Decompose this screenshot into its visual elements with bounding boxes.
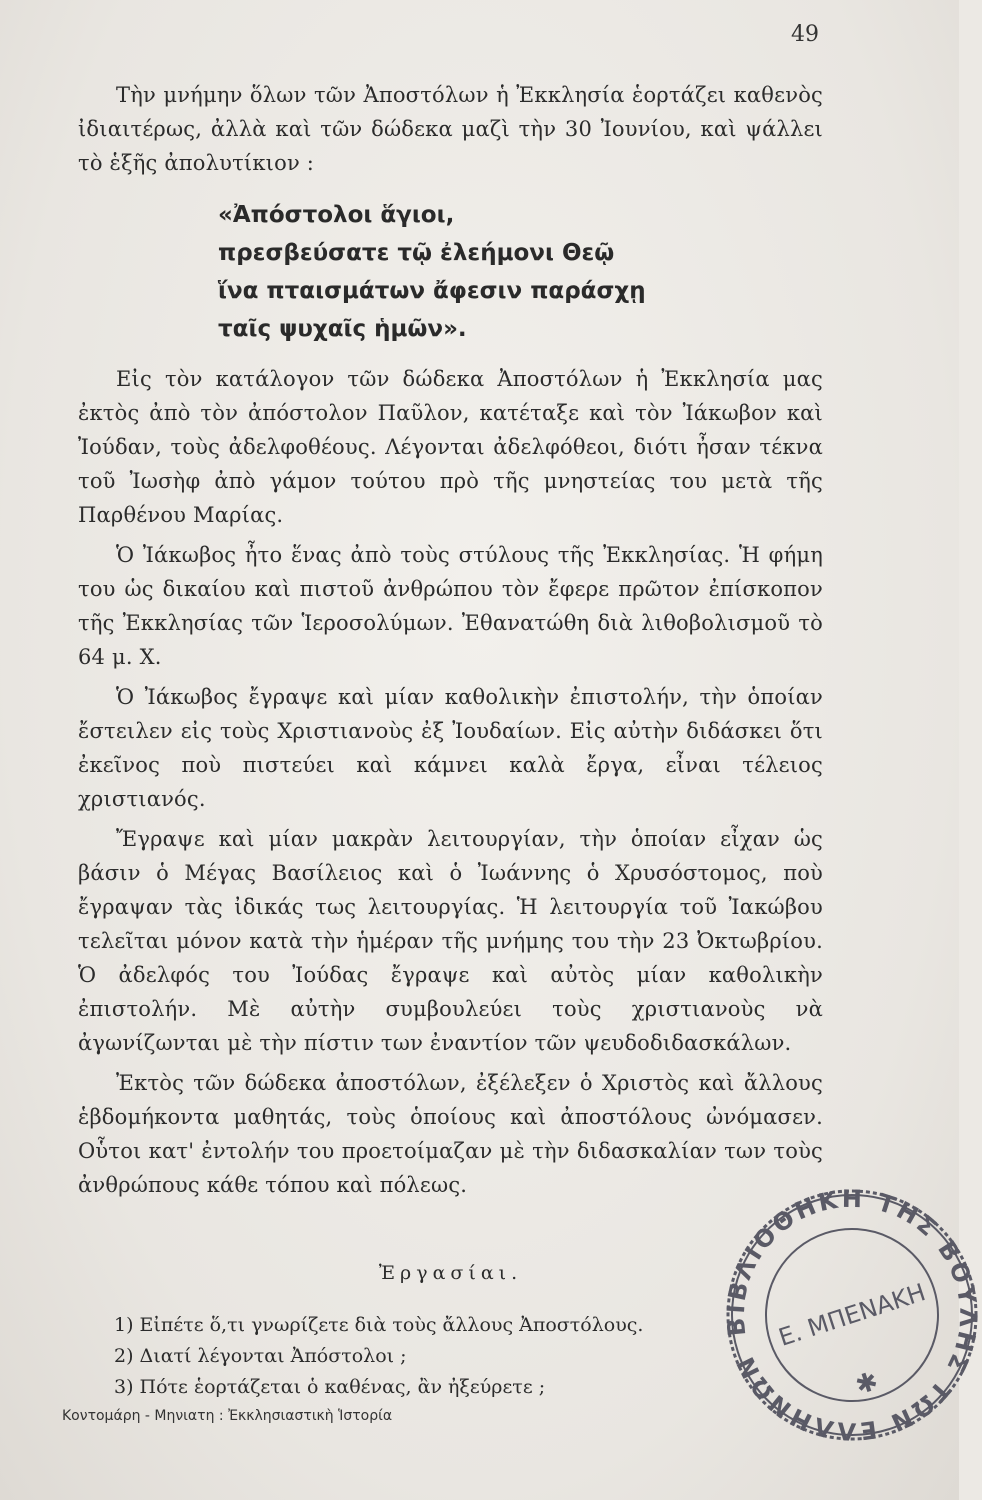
exercises-title: Ἐργασίαι.: [378, 1262, 523, 1284]
paragraph: Ἐκτὸς τῶν δώδεκα ἀποστόλων, ἐξέλεξεν ὁ Χριστὸς καὶ ἄλλους ἑβδομήκοντα μαθητάς, τοὺς ὁποίους καὶ ἀποστόλους ὠνόμασεν. Οὗτοι κατ' ἐντολήν του προετοίμαζαν μὲ τὴν διδασκαλίαν των τοὺς ἀνθρώπους κάθε τόπου καὶ πόλεως.: [78, 1071, 823, 1197]
hymn-line: ταῖς ψυχαῖς ἡμῶν».: [218, 316, 467, 342]
exercise-list: [78, 1310, 823, 1403]
stamp-star-icon: ✱: [851, 1366, 882, 1402]
exercise-item: 1) Εἰπέτε ὅ,τι γνωρίζετε διὰ τοὺς ἄλλους Ἀποστόλους.: [114, 1314, 644, 1336]
exercise-item: 2) Διατί λέγονται Ἀπόστολοι ;: [114, 1345, 407, 1367]
paragraph: Ὁ Ἰάκωβος ἔγραψε καὶ μίαν καθολικὴν ἐπιστολήν, τὴν ὁποίαν ἔστειλεν εἰς τοὺς Χριστιανοὺς ἐξ Ἰουδαίων. Εἰς αὐτὴν διδάσκει ὅτι ἐκεῖνος ποὺ πιστεύει καὶ κάμνει καλὰ ἔργα, εἶναι τέλειος χριστιανός.: [78, 685, 823, 811]
paragraph: Ὁ Ἰάκωβος ἦτο ἕνας ἀπὸ τοὺς στύλους τῆς Ἐκκλησίας. Ἡ φήμη του ὡς δικαίου καὶ πιστοῦ ἀνθρώπου τὸν ἔφερε πρῶτον ἐπίσκοπον τῆς Ἐκκλησίας τῶν Ἱεροσολύμων. Ἐθανατώθη διὰ λιθοβολισμοῦ τὸ 64 μ. Χ.: [78, 543, 823, 669]
hymn-line: «Ἀπόστολοι ἅγιοι,: [218, 202, 455, 228]
exercise-item: 3) Πότε ἑορτάζεται ὁ καθένας, ἂν ἠξεύρετε ;: [114, 1376, 546, 1398]
main-text: [78, 78, 823, 1403]
apolytikion-hymn: [218, 196, 823, 348]
library-stamp: [722, 1185, 982, 1445]
hymn-line: πρεσβεύσατε τῷ ἐλεήμονι Θεῷ: [218, 240, 615, 266]
hymn-line: ἵνα πταισμάτων ἄφεσιν παράσχῃ: [218, 278, 646, 304]
book-footer: Κοντομάρη - Μηνιατη : Ἐκκλησιαστικὴ Ἱστορία: [62, 1408, 393, 1424]
paragraph: Εἰς τὸν κατάλογον τῶν δώδεκα Ἀποστόλων ἡ Ἐκκλησία μας ἐκτὸς ἀπὸ τὸν ἀπόστολον Παῦλον, κατέταξε καὶ τὸν Ἰάκωβον καὶ Ἰούδαν, τοὺς ἀδελφοθέους. Λέγονται ἀδελφόθεοι, διότι ἦσαν τέκνα τοῦ Ἰωσὴφ ἀπὸ γάμον τούτου πρὸ τῆς μνηστείας του μετὰ τῆς Παρθένου Μαρίας.: [78, 367, 823, 527]
paragraph: Ἔγραψε καὶ μίαν μακρὰν λειτουργίαν, τὴν ὁποίαν εἶχαν ὡς βάσιν ὁ Μέγας Βασίλειος καὶ ὁ Ἰωάννης ὁ Χρυσόστομος, ποὺ ἔγραψαν τὰς ἰδικάς τως λειτουργίας. Ἡ λειτουργία τοῦ Ἰακώβου τελεῖται μόνον κατὰ τὴν ἡμέραν τῆς μνήμης του τὴν 23 Ὀκτωβρίου. Ὁ ἀδελφός του Ἰούδας ἔγραψε καὶ αὐτὸς μίαν καθολικὴν ἐπιστολήν. Μὲ αὐτὴν συμβουλεύει τοὺς χριστιανοὺς νὰ ἀγωνίζωνται μὲ τὴν πίστιν των ἐναντίον τῶν ψευδοδιδασκάλων.: [78, 827, 823, 1055]
paragraph-intro: Τὴν μνήμην ὅλων τῶν Ἀποστόλων ἡ Ἐκκλησία ἑορτάζει καθενὸς ἰδιαιτέρως, ἀλλὰ καὶ τῶν δώδεκα μαζὶ τὴν 30 Ἰουνίου, καὶ ψάλλει τὸ ἑξῆς ἀπολυτίκιον :: [78, 83, 823, 175]
stamp-outer-text: ΒΙΒΛΙΟΘΗΚΗ ΤΗΣ ΒΟΥΛΗΣ ΤΩΝ ΕΛΛΗΝΩΝ: [722, 1185, 982, 1445]
page-number: 49: [791, 22, 819, 47]
stamp-inner-text: Ε. ΜΠΕΝΑΚΗ: [775, 1278, 929, 1352]
